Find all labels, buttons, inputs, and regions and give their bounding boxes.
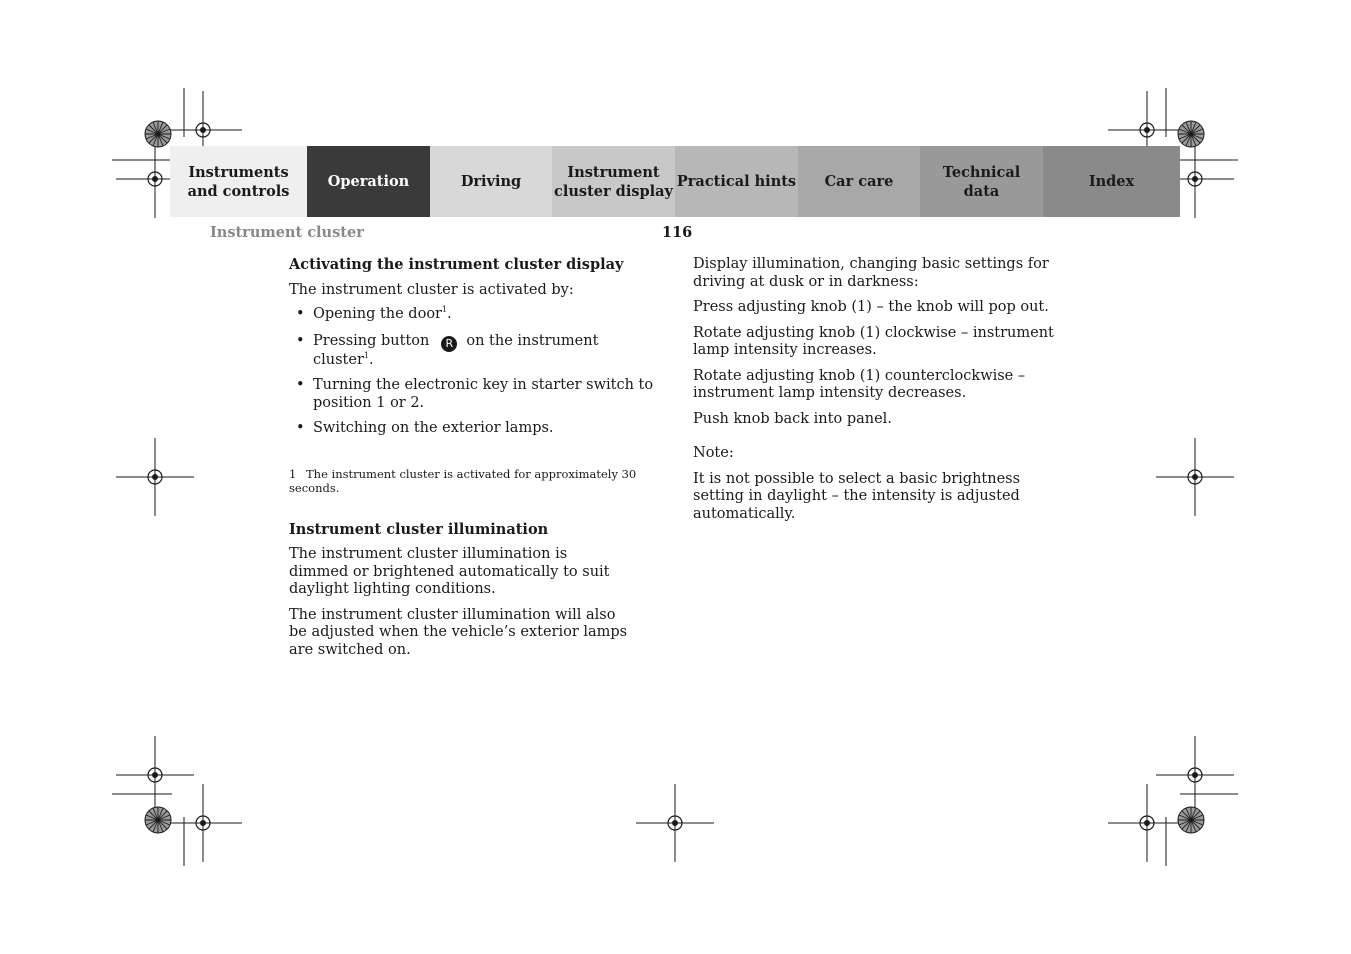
illumination-para-2: The instrument cluster illumination will also be adjusted when the vehicle’s exterior lamps are switched on. (289, 606, 628, 658)
heading-illumination: Instrument cluster illumination (289, 520, 549, 538)
tab-index[interactable]: Index (1043, 146, 1180, 217)
bullet-pressing-button (289, 333, 659, 370)
right-para-3: Rotate adjusting knob (1) clockwise – instrument lamp intensity increases. (693, 324, 1054, 358)
right-para-5: Push knob back into panel. (693, 410, 892, 427)
note-label: Note: (693, 445, 734, 461)
bullet-exterior-lamps (289, 420, 659, 438)
tab-car-care[interactable]: Car care (798, 146, 920, 217)
footnote-ref: 1 (363, 350, 369, 360)
left-column (289, 256, 659, 659)
footnote-ref: 1 (442, 305, 448, 315)
right-para-1: Display illumination, changing basic settings for driving at dusk or in darkness: (693, 256, 1049, 290)
bullet-end: . (447, 306, 452, 322)
intro-text: The instrument cluster is activated by: (289, 281, 574, 298)
illumination-para-1: The instrument cluster illumination is dimmed or brightened automatically to suit daylight lighting conditions. (289, 546, 610, 597)
tab-technical-data[interactable]: Technical data (920, 146, 1043, 217)
bullet-turning-key (289, 377, 659, 412)
tab-operation[interactable]: Operation (307, 146, 430, 217)
right-para-2: Press adjusting knob (1) – the knob will pop out. (693, 299, 1049, 315)
tab-instruments-and-controls[interactable]: Instruments and controls (170, 146, 307, 217)
tab-instrument-cluster-display[interactable]: Instrument cluster display (552, 146, 675, 217)
bullet-text-2: on the instrument cluster (313, 332, 599, 368)
bullet-opening-door (289, 306, 659, 324)
bullet-text: Switching on the exterior lamps. (313, 420, 554, 436)
bullet-text: Turning the electronic key in starter switch to position 1 or 2. (313, 377, 654, 411)
footnote (289, 467, 659, 495)
footnote-number: 1 (289, 466, 297, 481)
tab-driving[interactable]: Driving (430, 146, 552, 217)
section-title: Instrument cluster (210, 224, 364, 241)
chapter-tabs (170, 146, 1180, 217)
tab-practical-hints[interactable]: Practical hints (675, 146, 798, 217)
right-para-4: Rotate adjusting knob (1) counterclockwise – instrument lamp intensity decreases. (693, 367, 1026, 401)
footnote-text: The instrument cluster is activated for approximately 30 seconds. (289, 466, 637, 495)
heading-activating: Activating the instrument cluster display (289, 256, 624, 273)
page-number: 116 (662, 224, 693, 241)
bullet-end: . (368, 351, 374, 368)
right-column (693, 256, 1065, 523)
r-button-icon: R (441, 336, 457, 352)
bullet-text: Pressing button (313, 332, 430, 349)
bullet-text: Opening the door (313, 306, 442, 322)
note-text: It is not possible to select a basic brightness setting in daylight – the intensity is adjusted automatically. (693, 470, 1021, 522)
